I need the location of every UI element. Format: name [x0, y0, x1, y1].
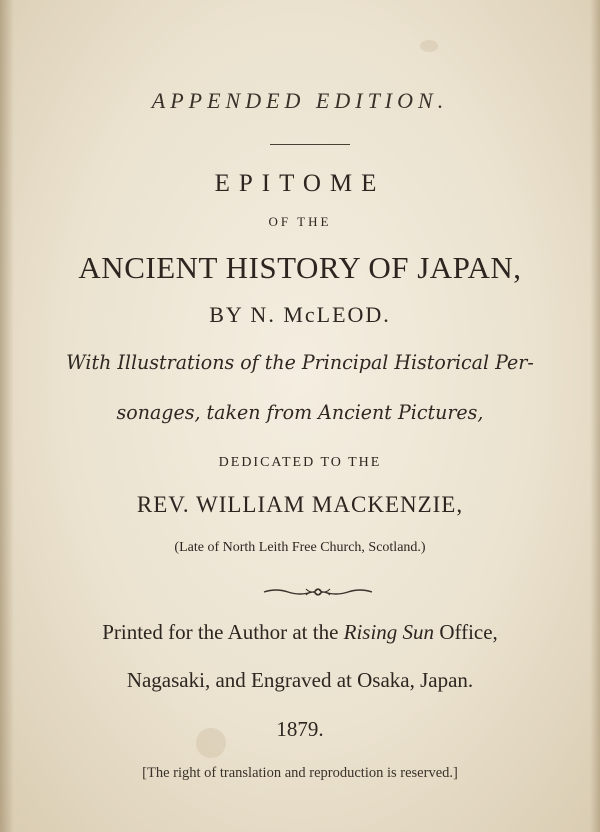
- printed-line-1: [0, 620, 600, 645]
- epitome-heading: EPITOME: [214, 170, 386, 197]
- printed-suffix: Office,: [434, 620, 498, 644]
- dedicatee-affiliation: (Late of North Leith Free Church, Scotland.): [174, 540, 426, 555]
- illustrations-line-1: With Illustrations of the Principal Historical Per-: [66, 350, 534, 374]
- ornament-divider-icon: [262, 585, 374, 599]
- of-the-line: OF THE: [268, 214, 332, 229]
- book-title: ANCIENT HISTORY OF JAPAN,: [78, 250, 522, 285]
- page-edge-left: [0, 0, 14, 832]
- printed-prefix: Printed for the Author at the: [102, 620, 344, 644]
- title-rule: [270, 144, 350, 145]
- dedicatee-name: REV. WILLIAM MACKENZIE,: [136, 492, 464, 517]
- publication-year: 1879.: [276, 717, 324, 741]
- rights-notice: [The right of translation and reproduction is reserved.]: [142, 765, 458, 781]
- illustrations-line-2: sonages, taken from Ancient Pictures,: [116, 400, 484, 424]
- edition-heading: APPENDED EDITION.: [151, 88, 449, 113]
- paper-stain: [420, 40, 438, 52]
- printing-office-name: Rising Sun: [343, 620, 435, 644]
- dedication-line: DEDICATED TO THE: [218, 455, 382, 470]
- author-line: BY N. McLEOD.: [209, 302, 391, 327]
- printed-line-2: Nagasaki, and Engraved at Osaka, Japan.: [126, 668, 474, 692]
- page-edge-right: [590, 0, 600, 832]
